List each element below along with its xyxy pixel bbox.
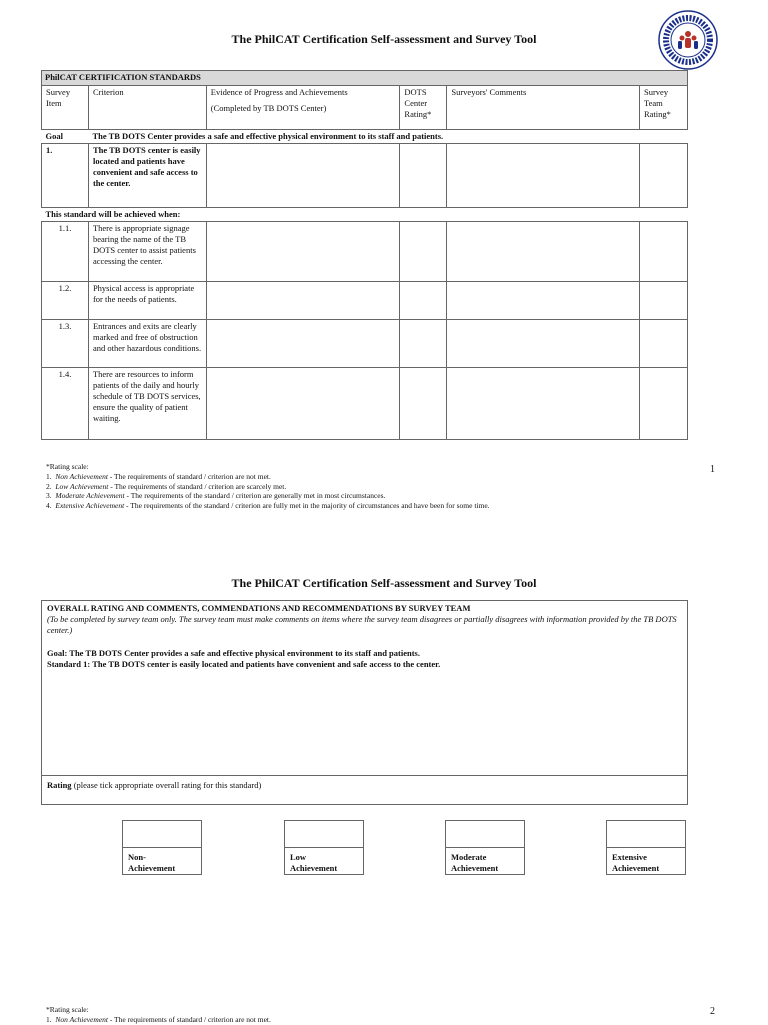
evidence-cell[interactable]: [206, 144, 400, 208]
team-rating-cell[interactable]: [639, 222, 687, 282]
table-row: [42, 282, 688, 320]
option-label: Moderate Achievement: [445, 848, 525, 875]
dots-rating-cell[interactable]: [400, 368, 447, 440]
rating-hint: (please tick appropriate overall rating for this standard): [71, 780, 262, 790]
comments-cell[interactable]: [447, 144, 640, 208]
standard-number: 1.: [42, 144, 89, 208]
item-text: Physical access is appropriate for the needs of patients.: [88, 282, 206, 320]
dots-rating-cell[interactable]: [400, 222, 447, 282]
item-number: 1.1.: [42, 222, 89, 282]
overall-rating-box: [41, 600, 688, 805]
dots-rating-cell[interactable]: [400, 144, 447, 208]
tick-box[interactable]: [284, 820, 364, 848]
overall-goal: Goal: The TB DOTS Center provides a safe and effective physical environment to its staff and patients.: [47, 648, 420, 659]
rating-row: [42, 775, 687, 794]
rating-scale: [46, 462, 490, 511]
col-criterion: Criterion: [88, 86, 206, 130]
standards-table: [41, 70, 688, 440]
page-title: The PhilCAT Certification Self-assessment and Survey Tool: [231, 32, 537, 46]
rating-scale-item: 1. Non Achievement - The requirements of standard / criterion are not met.: [46, 471, 271, 481]
evidence-cell[interactable]: [206, 368, 400, 440]
philcat-logo: [658, 10, 718, 70]
item-number: 1.4.: [42, 368, 89, 440]
team-rating-cell[interactable]: [639, 282, 687, 320]
achieved-when: This standard will be achieved when:: [45, 209, 181, 220]
standard-text: The TB DOTS center is easily located and patients have convenient and safe access to the center.: [88, 144, 206, 208]
tick-box[interactable]: [606, 820, 686, 848]
rating-scale-item: 1. Non Achievement - The requirements of standard / criterion are not met.: [46, 1014, 271, 1024]
item-number: 1.3.: [42, 320, 89, 368]
tick-box[interactable]: [445, 820, 525, 848]
item-text: There is appropriate signage bearing the name of the TB DOTS center to assist patients accessing the center.: [88, 222, 206, 282]
page-title: The PhilCAT Certification Self-assessment and Survey Tool: [231, 576, 537, 590]
option-label: Non- Achievement: [122, 848, 202, 875]
overall-standard: Standard 1: The TB DOTS center is easily located and patients have convenient and safe access to the center.: [47, 659, 441, 670]
option-label: Extensive Achievement: [606, 848, 686, 875]
rating-scale-item: 3. Moderate Achievement - The requirements of the standard / criterion are generally met in most circumstances.: [46, 491, 386, 501]
evidence-cell[interactable]: [206, 282, 400, 320]
rating-label: Rating: [47, 780, 72, 790]
evidence-cell[interactable]: [206, 222, 400, 282]
rating-scale-page2: [46, 1005, 271, 1025]
col-evidence-line1: Evidence of Progress and Achievements: [210, 87, 348, 97]
dots-rating-cell[interactable]: [400, 282, 447, 320]
item-number: 1.2.: [42, 282, 89, 320]
table-row: [42, 222, 688, 282]
dots-rating-cell[interactable]: [400, 320, 447, 368]
comments-cell[interactable]: [447, 368, 640, 440]
rating-scale-heading: *Rating scale:: [46, 1005, 89, 1014]
page-number: 2: [710, 1006, 715, 1017]
team-rating-cell[interactable]: [639, 144, 687, 208]
rating-scale-heading: *Rating scale:: [46, 462, 89, 471]
overall-note: (To be completed by survey team only. The survey team must make comments on items where the survey team disagrees or partially disagrees with information provided by the TB DOTS center.): [47, 614, 677, 636]
item-text: Entrances and exits are clearly marked and free of obstruction and other hazardous conditions.: [88, 320, 206, 368]
table-row: [42, 368, 688, 440]
goal-text: The TB DOTS Center provides a safe and effective physical environment to its staff and patients.: [92, 131, 444, 141]
table-row: [42, 320, 688, 368]
rating-option-low-achievement[interactable]: [284, 820, 364, 875]
option-label: Low Achievement: [284, 848, 364, 875]
comments-cell[interactable]: [447, 222, 640, 282]
rating-scale-item: 2. Low Achievement - The requirements of standard / criterion are scarcely met.: [46, 481, 287, 491]
rating-option-extensive-achievement[interactable]: [606, 820, 686, 875]
comments-cell[interactable]: [447, 320, 640, 368]
comments-cell[interactable]: [447, 282, 640, 320]
col-evidence-line2: (Completed by TB DOTS Center): [210, 103, 327, 114]
overall-heading: OVERALL RATING AND COMMENTS, COMMENDATIONS AND RECOMMENDATIONS BY SURVEY TEAM: [47, 603, 471, 613]
item-text: There are resources to inform patients of the daily and hourly schedule of TB DOTS services, ensure the quality of patient waiting.: [88, 368, 206, 440]
tick-box[interactable]: [122, 820, 202, 848]
col-survey-item: Survey Item: [42, 86, 89, 130]
col-evidence: [206, 86, 400, 130]
col-surveyor-comments: Surveyors' Comments: [447, 86, 640, 130]
evidence-cell[interactable]: [206, 320, 400, 368]
col-dots-rating: DOTS Center Rating*: [400, 86, 447, 130]
rating-option-moderate-achievement[interactable]: [445, 820, 525, 875]
goal-label: Goal: [45, 131, 63, 141]
rating-option-non-achievement[interactable]: [122, 820, 202, 875]
team-rating-cell[interactable]: [639, 320, 687, 368]
page-number: 1: [710, 464, 715, 475]
rating-scale-item: 4. Extensive Achievement - The requirements of the standard / criterion are fully met in the majority of circumstances and have been for some time.: [46, 501, 490, 510]
team-rating-cell[interactable]: [639, 368, 687, 440]
col-team-rating: Survey Team Rating*: [639, 86, 687, 130]
table-band-title: PhilCAT CERTIFICATION STANDARDS: [42, 71, 688, 86]
